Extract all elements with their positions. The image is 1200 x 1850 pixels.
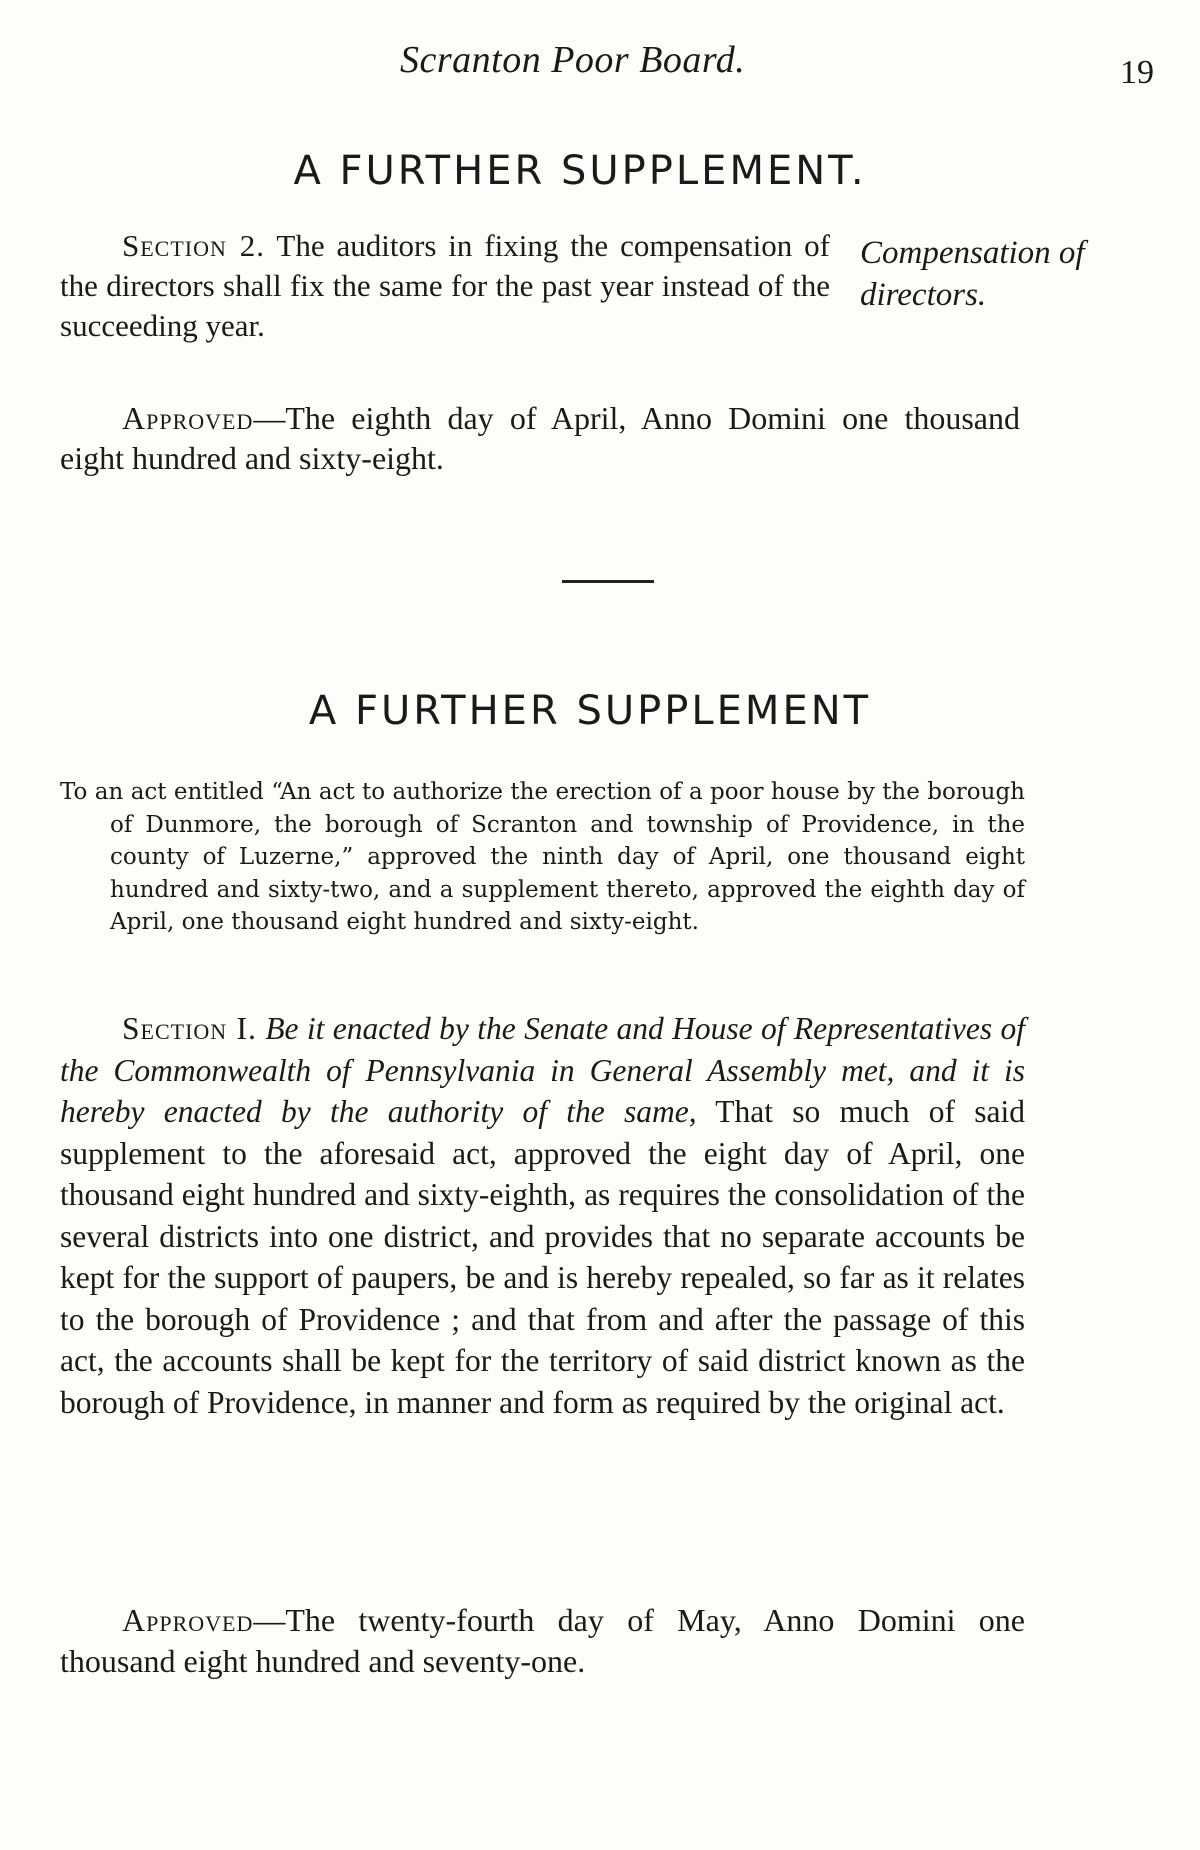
second-act-heading: A FURTHER SUPPLEMENT xyxy=(308,688,872,734)
section-label: Section 2. xyxy=(122,228,266,263)
divider-rule xyxy=(562,580,654,583)
section-text: The auditors in fixing the compensation of the directors shall fix the same for the past year instead of the succeeding year. xyxy=(60,228,830,343)
section-text: That so much of said supplement to the aforesaid act, approved the eight day of April, one thousand eight hundred and sixty-eighth, as requires the consolidation of the several districts into one district, and provides that no separate accounts be kept for the support of paupers, be and is hereby repealed, so far as it relates to the borough of Providence ; and that from and after the passage of this act, the accounts shall be kept for the territory of said district known as the borough of Providence, in manner and form as required by the original act. xyxy=(60,1094,1025,1420)
approved-label: Approved xyxy=(122,400,254,436)
first-act-heading: A FURTHER SUPPLEMENT. xyxy=(293,148,867,194)
margin-note: Compensation of directors. xyxy=(860,235,1085,313)
second-act-approval xyxy=(60,1600,1025,1682)
approved-label: Approved xyxy=(122,1602,254,1638)
first-act-approval xyxy=(60,398,1020,478)
running-title: Scranton Poor Board. xyxy=(400,39,746,81)
approved-text: —The twenty-fourth day of May, Anno Domini one thousand eight hundred and seventy-one. xyxy=(60,1602,1025,1679)
section-label: Section I. xyxy=(122,1011,257,1046)
approved-text: —The eighth day of April, Anno Domini one thousand eight hundred and sixty-eight. xyxy=(60,400,1020,476)
enacting-clause: Be it enacted by the Senate and House of Representatives of the Commonwealth of Pennsylvania in General Assembly met, and it is hereby enacted by the authority of the same, xyxy=(60,1011,1025,1129)
second-act-preamble: To an act entitled “An act to authorize the erection of a poor house by the borough of Dunmore, the borough of Scranton and township of Providence, in the county of Luzerne,” approved the ninth day of April, one thousand eight hundred and sixty-two, and a supplement thereto, approved the eighth day of April, one thousand eight hundred and sixty-eight. xyxy=(60,779,1025,935)
first-act-section-2 xyxy=(60,226,830,346)
second-act-section-1 xyxy=(60,1008,1025,1423)
page-number: 19 xyxy=(1120,54,1154,91)
